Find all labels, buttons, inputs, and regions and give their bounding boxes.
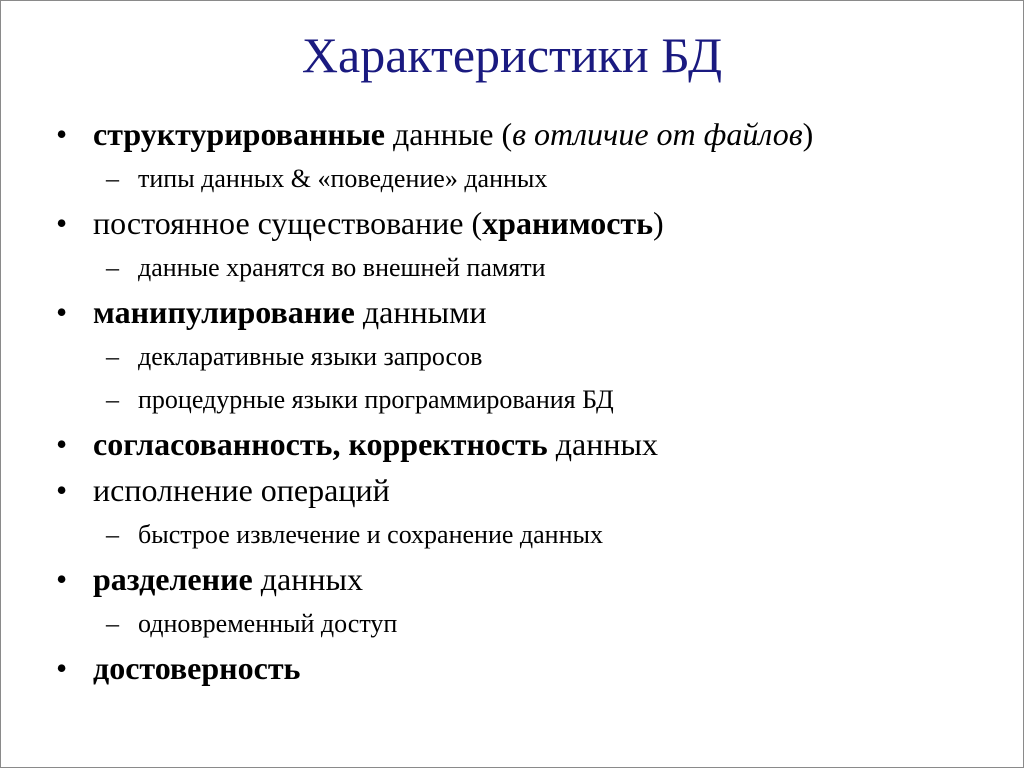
- sub-bullet-item: [56, 516, 956, 553]
- sub-bullet-item: [56, 249, 956, 286]
- bullet-item: [56, 649, 956, 688]
- item-text-segment: достоверность: [93, 650, 301, 686]
- bullet-marker: •: [56, 650, 68, 686]
- item-text-segment: ): [802, 116, 814, 152]
- dash-marker: –: [106, 385, 119, 414]
- item-text-segment: одновременный доступ: [138, 609, 398, 638]
- bullet-list: [56, 115, 956, 688]
- bullet-item: [56, 204, 956, 243]
- item-text-segment: процедурные языки программирования БД: [138, 385, 614, 414]
- item-text-segment: в отличие от файлов: [512, 116, 803, 152]
- bullet-item: [56, 560, 956, 599]
- sub-bullet-item: [56, 160, 956, 197]
- item-text-segment: исполнение операций: [93, 472, 390, 508]
- item-text-segment: хранимость: [482, 205, 654, 241]
- dash-marker: –: [106, 609, 119, 638]
- item-text-segment: структурированные: [93, 116, 385, 152]
- bullet-marker: •: [56, 116, 68, 152]
- item-text-segment: данные (: [385, 116, 513, 152]
- bullet-marker: •: [56, 205, 68, 241]
- bullet-marker: •: [56, 294, 68, 330]
- dash-marker: –: [106, 253, 119, 282]
- item-text-segment: ): [653, 205, 664, 241]
- sub-bullet-item: [56, 381, 956, 418]
- dash-marker: –: [106, 342, 119, 371]
- bullet-marker: •: [56, 561, 68, 597]
- item-text-segment: данных: [252, 561, 363, 597]
- bullet-marker: •: [56, 426, 68, 462]
- item-text-segment: данными: [354, 294, 487, 330]
- bullet-item: [56, 115, 863, 154]
- dash-marker: –: [106, 520, 119, 549]
- bullet-item: [56, 293, 956, 332]
- bullet-item: [56, 425, 956, 464]
- item-text-segment: быстрое извлечение и сохранение данных: [138, 520, 603, 549]
- slide-title: Характеристики БД: [301, 27, 723, 83]
- sub-bullet-item: [56, 338, 956, 375]
- item-text-segment: декларативные языки запросов: [138, 342, 483, 371]
- item-text-segment: типы данных & «поведение» данных: [138, 164, 548, 193]
- sub-bullet-item: [56, 605, 956, 642]
- bullet-item: [56, 471, 956, 510]
- item-text-segment: данные хранятся во внешней памяти: [138, 253, 546, 282]
- item-text-segment: данных: [547, 426, 658, 462]
- dash-marker: –: [106, 164, 119, 193]
- item-text-segment: постоянное существование (: [93, 205, 483, 241]
- bullet-marker: •: [56, 472, 68, 508]
- item-text-segment: разделение: [93, 561, 253, 597]
- item-text-segment: манипулирование: [93, 294, 355, 330]
- item-text-segment: согласованность, корректность: [93, 426, 548, 462]
